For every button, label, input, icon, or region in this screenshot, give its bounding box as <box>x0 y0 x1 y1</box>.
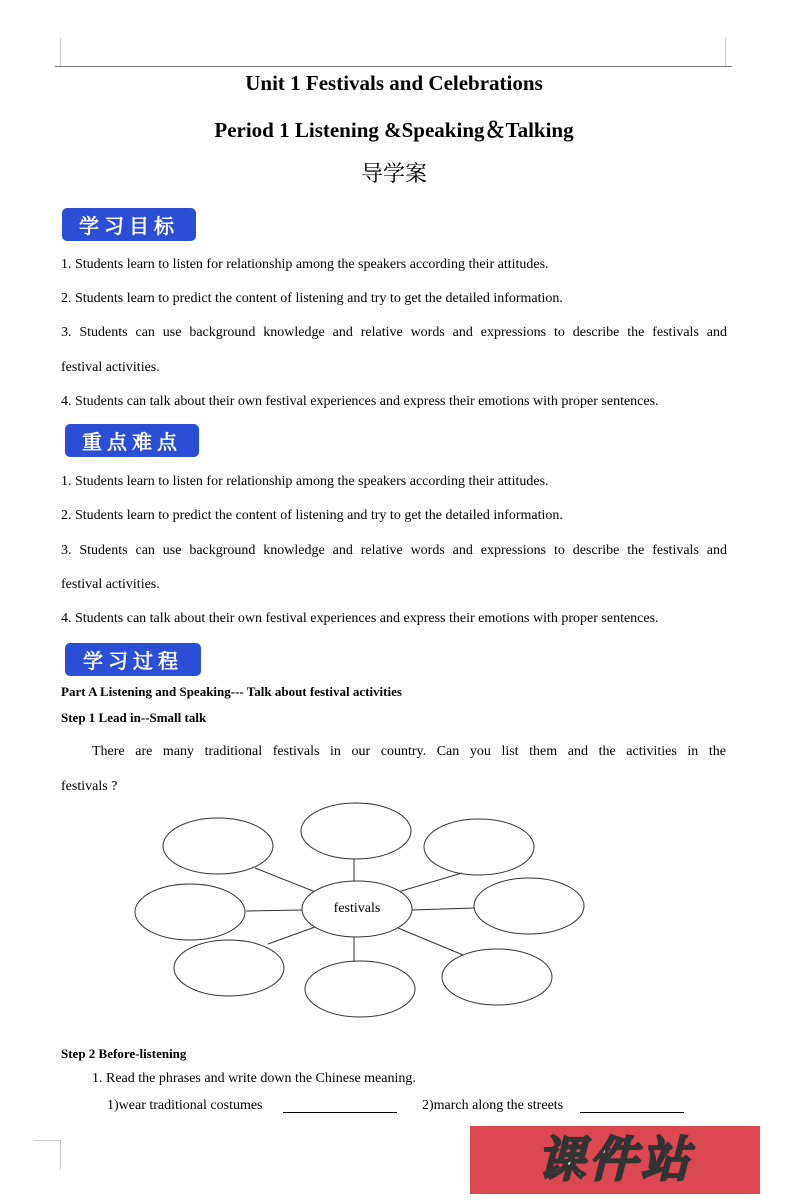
phrase-1: 1)wear traditional costumes <box>107 1098 263 1113</box>
blank-ellipse <box>163 818 273 874</box>
blank-ellipse <box>424 819 534 875</box>
key-point-item: festival activities. <box>61 577 160 592</box>
doc-title: Unit 1 Festivals and Celebrations <box>245 71 543 95</box>
objective-item: 3. Students can use background knowledge and relative words and expressions to describe the festivals and <box>61 325 727 340</box>
phrase-2: 2)march along the streets <box>422 1098 564 1113</box>
blank-ellipse <box>474 878 584 934</box>
connector-line <box>398 873 462 892</box>
objective-item: 2. Students learn to predict the content of listening and try to get the detailed information. <box>61 291 563 306</box>
key-point-item: 2. Students learn to predict the content of listening and try to get the detailed information. <box>61 508 563 523</box>
step1-text: There are many traditional festivals in our country. Can you list them and the activities in the <box>92 744 726 759</box>
doc-chinese-title: 导学案 <box>360 162 427 187</box>
blank-ellipse <box>135 884 245 940</box>
blank-ellipse <box>305 961 415 1017</box>
connector-line <box>412 908 474 910</box>
objective-item: festival activities. <box>61 360 160 375</box>
connector-line <box>255 868 318 893</box>
key-point-item: 1. Students learn to listen for relationship among the speakers according their attitudes. <box>61 474 549 489</box>
blank-ellipse <box>442 949 552 1005</box>
watermark-text: 课件站 <box>536 1132 693 1188</box>
key-point-item: 3. Students can use background knowledge and relative words and expressions to describe the festivals and <box>61 543 727 558</box>
answer-blank-1[interactable] <box>283 1112 397 1113</box>
connector-line <box>398 928 463 955</box>
blank-ellipse <box>301 803 411 859</box>
step1-text-cont: festivals ? <box>61 779 118 794</box>
part-a-heading: Part A Listening and Speaking--- Talk about festival activities <box>61 684 402 699</box>
objective-item: 4. Students can talk about their own festival experiences and express their emotions with proper sentences. <box>61 394 659 409</box>
connector-line <box>246 910 302 911</box>
section-badge-objectives: 学习目标 <box>62 208 196 241</box>
key-point-item: 4. Students can talk about their own festival experiences and express their emotions with proper sentences. <box>61 611 659 626</box>
diagram-center-label: festivals <box>333 901 381 916</box>
objective-item: 1. Students learn to listen for relationship among the speakers according their attitudes. <box>61 257 549 272</box>
section-badge-process: 学习过程 <box>65 643 201 676</box>
step1-heading: Step 1 Lead in--Small talk <box>61 710 207 725</box>
watermark-stamp <box>470 1126 760 1194</box>
connector-line <box>268 927 315 944</box>
answer-blank-2[interactable] <box>580 1112 684 1113</box>
blank-ellipse <box>174 940 284 996</box>
doc-subtitle: Period 1 Listening &Speaking＆Talking <box>214 118 574 142</box>
section-badge-key-points: 重点难点 <box>65 424 199 457</box>
step2-instruction: 1. Read the phrases and write down the Chinese meaning. <box>92 1071 416 1086</box>
step2-heading: Step 2 Before-listening <box>61 1046 187 1061</box>
